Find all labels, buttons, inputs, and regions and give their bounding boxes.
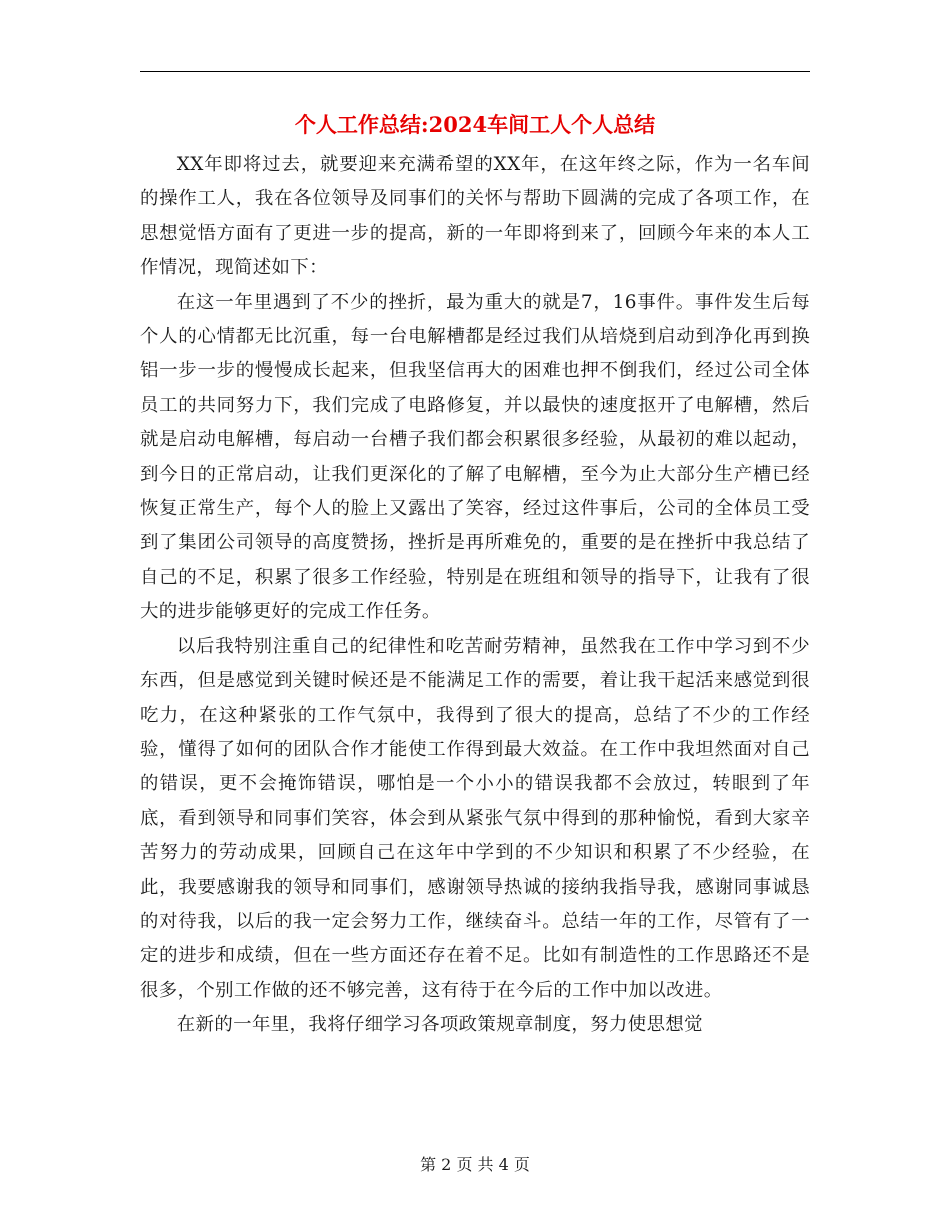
document-title: 个人工作总结:2024车间工人个人总结 bbox=[294, 112, 656, 137]
paragraph-growth: 以后我特别注重自己的纪律性和吃苦耐劳精神，虽然我在工作中学习到不少东西，但是感觉到关键时候还是不能满足工作的需要，着让我干起活来感觉到很吃力，在这种紧张的工作气氛中，我得到了很大的提高，总结了不少的工作经验，懂得了如何的团队合作才能使工作得到最大效益。在工作中我坦然面对自己的错误，更不会掩饰错误，哪怕是一个小小的错误我都不会放过，转眼到了年底，看到领导和同事们笑容，体会到从紧张气氛中得到的那种愉悦，看到大家辛苦努力的劳动成果，回顾自己在这年中学到的不少知识和积累了不少经验，在此，我要感谢我的领导和同事们，感谢领导热诚的接纳我指导我，感谢同事诚恳的对待我，以后的我一定会努力工作，继续奋斗。总结一年的工作，尽管有了一定的进步和成绩，但在一些方面还存在着不足。比如有制造性的工作思路还不是很多，个别工作做的还不够完善，这有待于在今后的工作中加以改进。 bbox=[140, 635, 810, 1001]
page-number: 第 2 页 共 4 页 bbox=[420, 1155, 530, 1174]
header-rule bbox=[140, 71, 810, 72]
paragraph-new-year: 在新的一年里，我将仔细学习各项政策规章制度，努力使思想觉 bbox=[176, 1014, 703, 1036]
document-body bbox=[140, 148, 810, 1043]
paragraph-intro: XX年即将过去，就要迎来充满希望的XX年，在这年终之际，作为一名车间的操作工人，我在各位领导及同事们的关怀与帮助下圆满的完成了各项工作，在思想觉悟方面有了更进一步的提高，新的一年即将到来了，回顾今年来的本人工作情况，现简述如下： bbox=[140, 154, 810, 279]
paragraph-setbacks: 在这一年里遇到了不少的挫折，最为重大的就是7，16事件。事件发生后每个人的心情都无比沉重，每一台电解槽都是经过我们从培烧到启动到净化再到换铝一步一步的慢慢成长起来，但我坚信再大的困难也押不倒我们，经过公司全体员工的共同努力下，我们完成了电路修复，并以最快的速度抠开了电解槽，然后就是启动电解槽，每启动一台槽子我们都会积累很多经验，从最初的难以起动，到今日的正常启动，让我们更深化的了解了电解槽，至今为止大部分生产槽已经恢复正常生产，每个人的脸上又露出了笑容，经过这件事后，公司的全体员工受到了集团公司领导的高度赞扬，挫折是再所难免的，重要的是在挫折中我总结了自己的不足，积累了很多工作经验，特别是在班组和领导的指导下，让我有了很大的进步能够更好的完成工作任务。 bbox=[140, 291, 810, 623]
